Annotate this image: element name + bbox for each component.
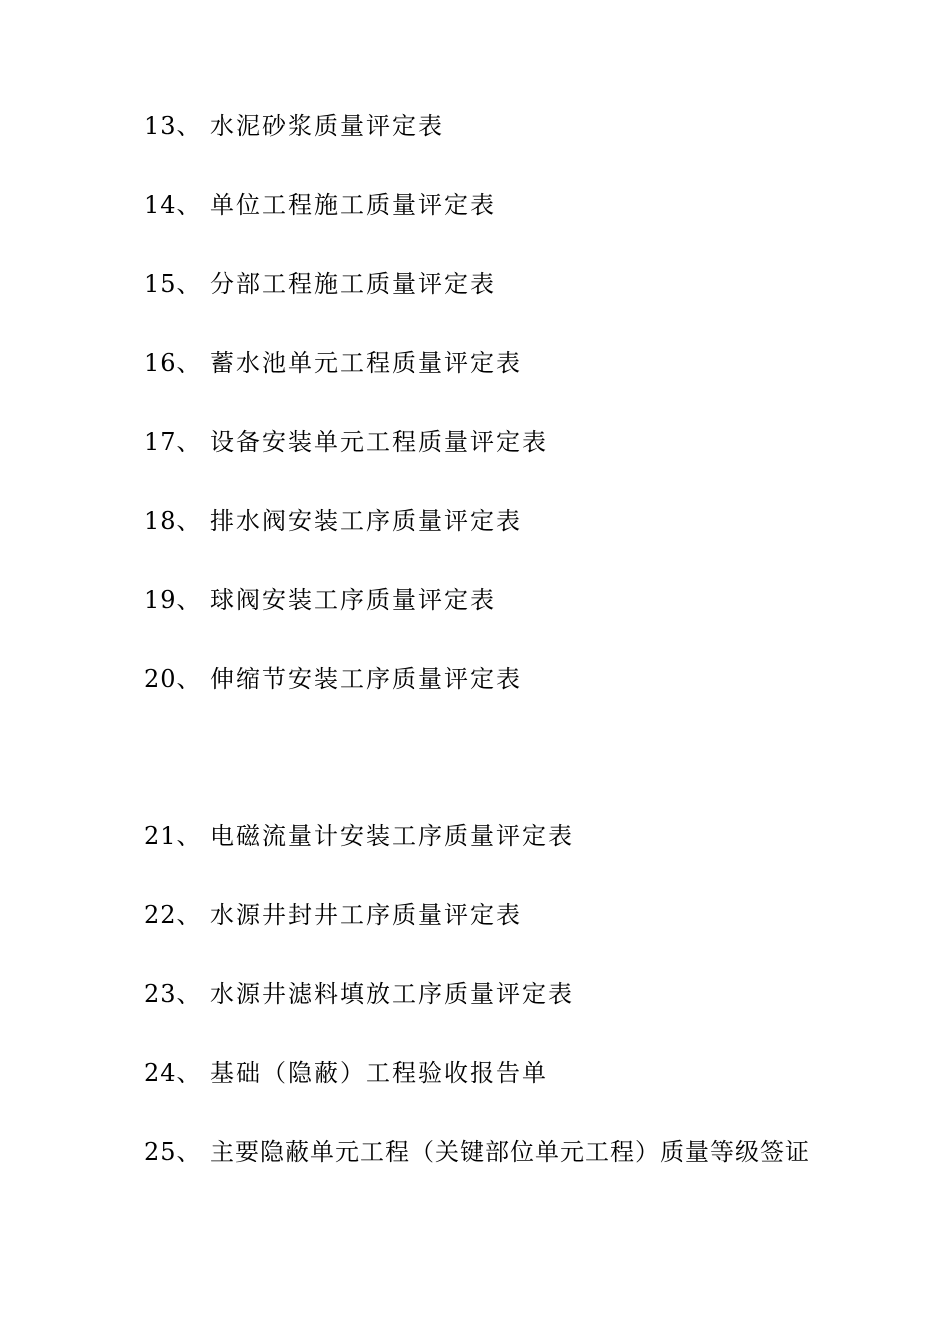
list-item bbox=[144, 820, 574, 852]
item-number: 20、 bbox=[144, 665, 202, 693]
item-number: 14、 bbox=[144, 191, 202, 219]
item-number: 13、 bbox=[144, 112, 202, 140]
list-item bbox=[144, 663, 522, 695]
item-number: 21、 bbox=[144, 822, 202, 850]
list-item bbox=[144, 505, 522, 537]
item-title: 排水阀安装工序质量评定表 bbox=[210, 507, 522, 535]
item-number: 24、 bbox=[144, 1059, 202, 1087]
item-title: 单位工程施工质量评定表 bbox=[210, 191, 496, 219]
item-number: 16、 bbox=[144, 349, 202, 377]
list-item bbox=[144, 426, 548, 458]
list-item bbox=[144, 268, 496, 300]
item-title: 电磁流量计安装工序质量评定表 bbox=[210, 822, 574, 850]
item-title: 蓄水池单元工程质量评定表 bbox=[210, 349, 522, 377]
list-item bbox=[144, 584, 496, 616]
item-title: 水源井封井工序质量评定表 bbox=[210, 901, 522, 929]
item-number: 19、 bbox=[144, 586, 202, 614]
item-title: 基础（隐蔽）工程验收报告单 bbox=[210, 1059, 548, 1087]
item-title: 球阀安装工序质量评定表 bbox=[210, 586, 496, 614]
item-number: 23、 bbox=[144, 980, 202, 1008]
list-item bbox=[144, 1136, 810, 1168]
item-title: 主要隐蔽单元工程（关键部位单元工程）质量等级签证 bbox=[210, 1138, 810, 1166]
list-item bbox=[144, 189, 496, 221]
list-item bbox=[144, 347, 522, 379]
list-item bbox=[144, 110, 444, 142]
item-title: 伸缩节安装工序质量评定表 bbox=[210, 665, 522, 693]
item-number: 22、 bbox=[144, 901, 202, 929]
item-title: 设备安装单元工程质量评定表 bbox=[210, 428, 548, 456]
item-number: 17、 bbox=[144, 428, 202, 456]
list-item bbox=[144, 899, 522, 931]
item-number: 25、 bbox=[144, 1138, 202, 1166]
list-item bbox=[144, 978, 574, 1010]
item-number: 18、 bbox=[144, 507, 202, 535]
item-title: 水泥砂浆质量评定表 bbox=[210, 112, 444, 140]
item-title: 水源井滤料填放工序质量评定表 bbox=[210, 980, 574, 1008]
list-item bbox=[144, 1057, 548, 1089]
item-number: 15、 bbox=[144, 270, 202, 298]
item-title: 分部工程施工质量评定表 bbox=[210, 270, 496, 298]
